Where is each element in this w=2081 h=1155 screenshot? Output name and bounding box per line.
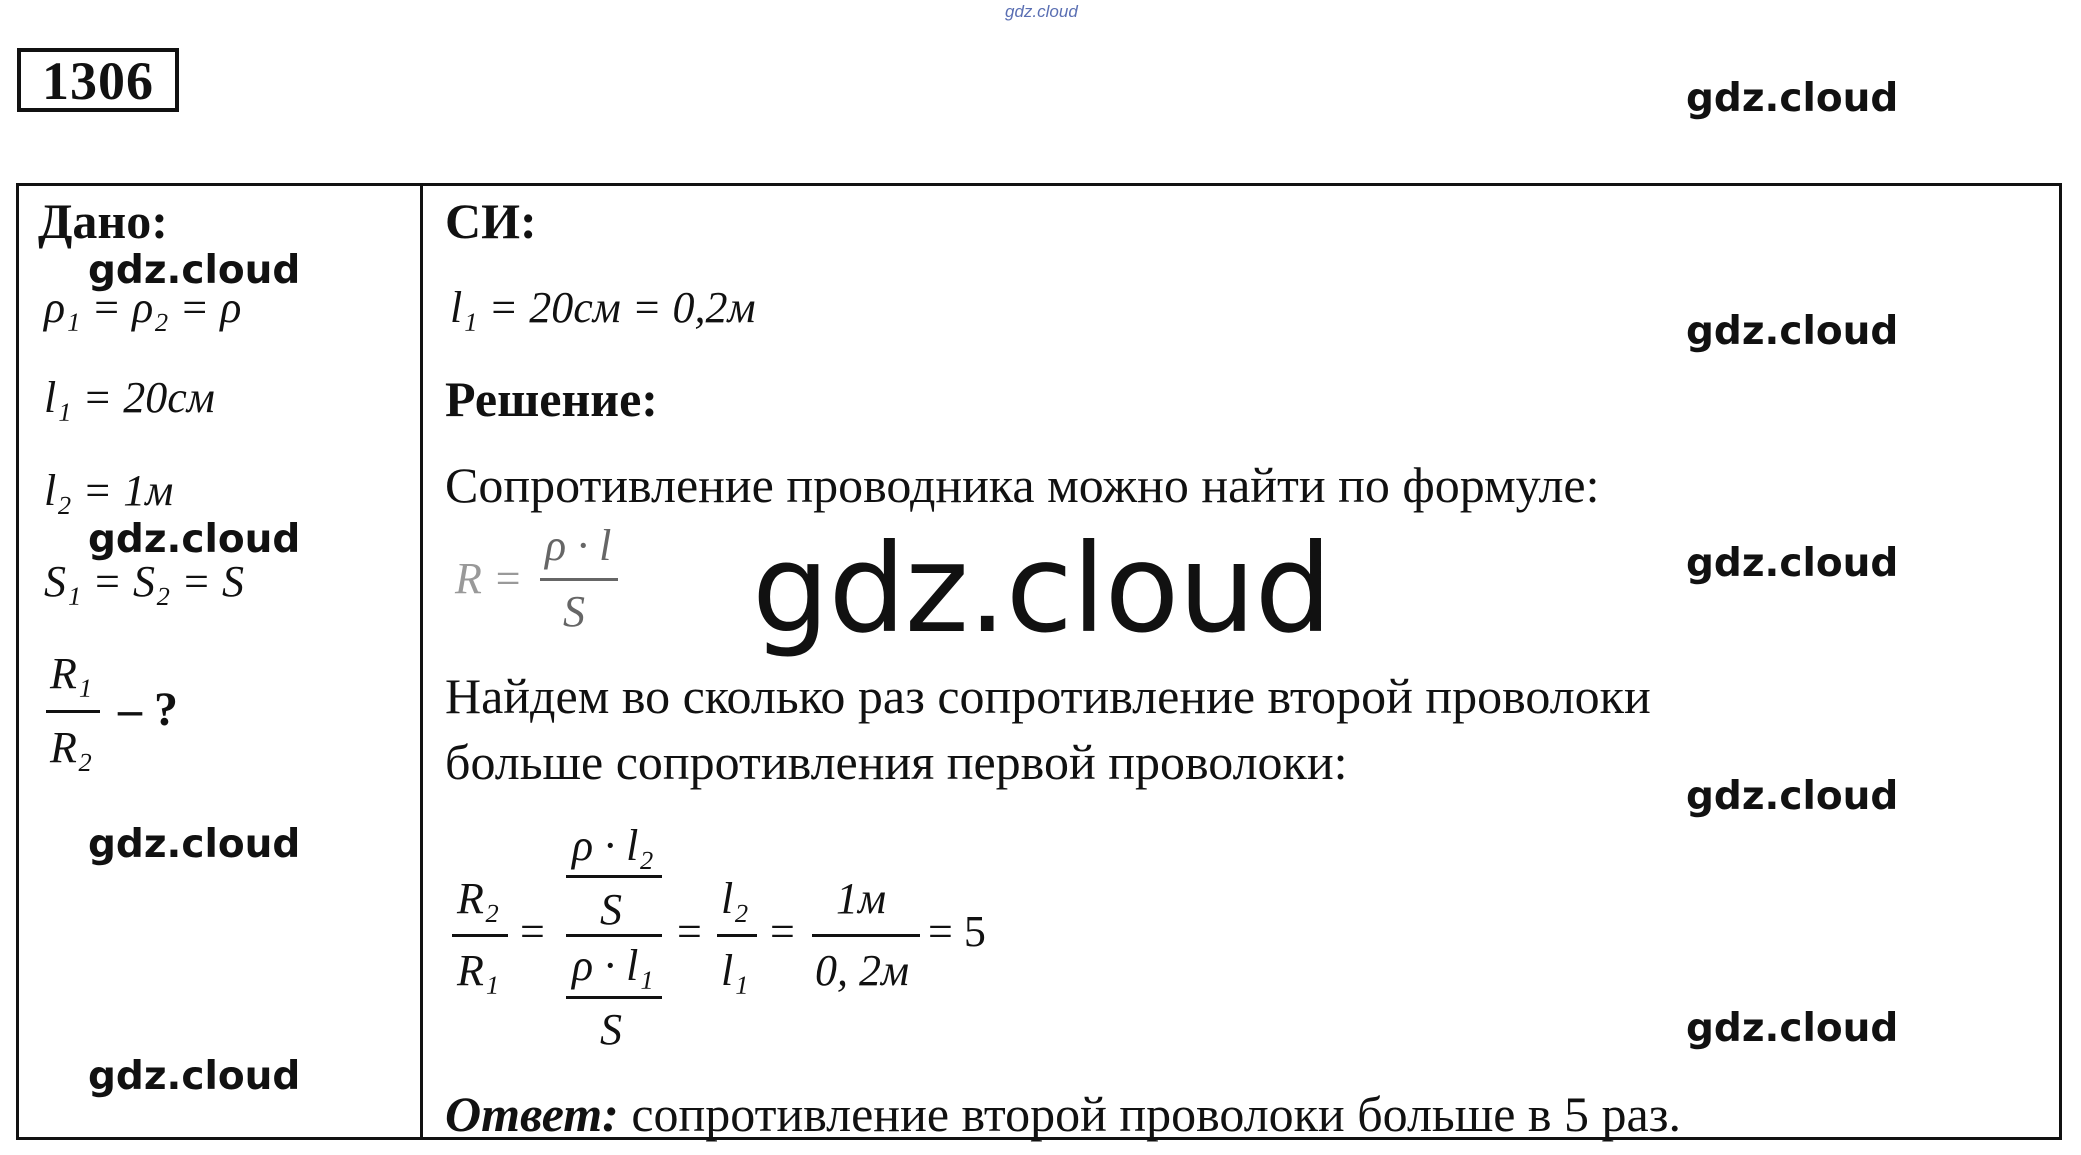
given-length-1: l₁ = 20см	[44, 373, 215, 422]
ratio-big-den-bar	[566, 996, 662, 999]
watermark: gdz.cloud	[88, 1054, 301, 1099]
ratio-eq-1: =	[520, 907, 545, 956]
formula-lhs: R =	[455, 554, 523, 603]
si-conversion: l₁ = 20см = 0,2м	[450, 283, 756, 332]
watermark: gdz.cloud	[1686, 76, 1899, 121]
solution-paragraph-line-1: Найдем во сколько раз сопротивление второй проволоки	[445, 668, 1651, 724]
given-density: ρ₁ = ρ₂ = ρ	[44, 283, 242, 332]
ratio-big-num-num: ρ · l₂	[572, 821, 654, 870]
top-watermark: gdz.cloud	[1005, 2, 1078, 21]
ratio-big-main-bar	[566, 934, 662, 937]
ratio-big-den-num: ρ · l₁	[572, 941, 654, 990]
watermark: gdz.cloud	[88, 822, 301, 867]
ratio-eq-2: =	[677, 907, 702, 956]
watermark: gdz.cloud	[88, 248, 301, 293]
watermark: gdz.cloud	[1686, 774, 1899, 819]
find-question: – ?	[118, 683, 178, 736]
solution-paragraph-line-2: больше сопротивления первой проволоки:	[445, 734, 1348, 790]
ratio-lhs-bar	[452, 934, 508, 937]
formula-fraction-bar	[540, 578, 618, 581]
problem-number-box	[17, 48, 179, 112]
answer-text: сопротивление второй проволоки больше в 5 раз.	[618, 1086, 1681, 1142]
given-length-2: l₂ = 1м	[44, 466, 174, 515]
ratio-eq-3: =	[770, 907, 795, 956]
given-heading: Дано:	[38, 193, 168, 249]
ratio-value-denominator: 0, 2м	[815, 946, 910, 995]
ratio-l-numerator: l₂	[721, 874, 749, 923]
si-heading: СИ:	[445, 193, 537, 249]
watermark: gdz.cloud	[88, 517, 301, 562]
watermark: gdz.cloud	[1686, 541, 1899, 586]
find-denominator: R₂	[50, 723, 93, 772]
ratio-big-den-den: S	[600, 1005, 622, 1054]
ratio-result: = 5	[928, 907, 986, 956]
watermark: gdz.cloud	[1686, 309, 1899, 354]
ratio-l-bar	[717, 934, 757, 937]
given-area: S₁ = S₂ = S	[44, 557, 244, 606]
solution-intro: Сопротивление проводника можно найти по формуле:	[445, 457, 1600, 513]
answer-label: Ответ:	[445, 1086, 619, 1142]
problem-number: 1306	[42, 51, 154, 111]
ratio-lhs-numerator: R₂	[457, 874, 500, 923]
ratio-value-numerator: 1м	[836, 874, 887, 923]
find-numerator: R₁	[50, 649, 93, 698]
answer-line	[445, 1085, 1681, 1143]
find-fraction-bar	[46, 710, 100, 713]
ratio-big-num-den: S	[600, 885, 622, 934]
watermark: gdz.cloud	[1686, 1006, 1899, 1051]
solution-heading: Решение:	[445, 371, 658, 427]
formula-denominator: S	[563, 587, 585, 636]
ratio-l-denominator: l₁	[721, 946, 749, 995]
ratio-lhs-denominator: R₁	[457, 946, 500, 995]
ratio-big-num-bar	[566, 875, 662, 878]
column-divider	[420, 183, 423, 1140]
watermark-large: gdz.cloud	[752, 518, 1332, 660]
ratio-value-bar	[812, 934, 920, 937]
formula-numerator: ρ · l	[545, 521, 612, 570]
